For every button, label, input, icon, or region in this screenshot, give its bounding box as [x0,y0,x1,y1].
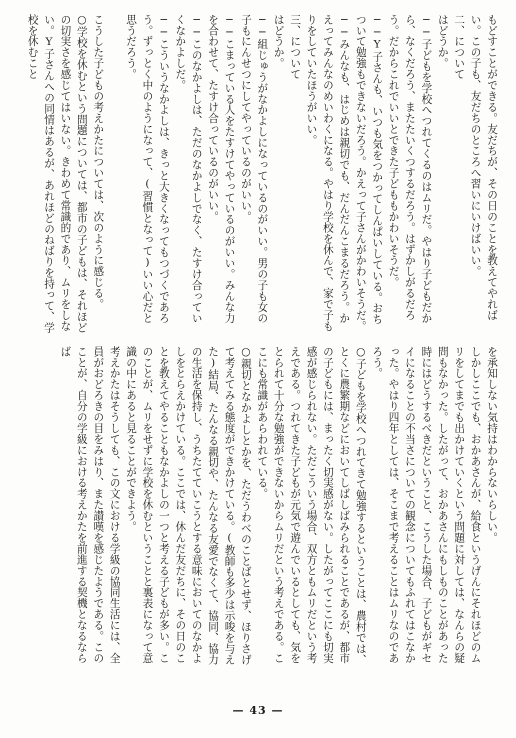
page-number: — 43 — [232,704,284,717]
upper-text-column: もどすことができる。友だちが、その日のことを教えてやればい。この子も、友だちのところへ習いにいけばいい。 二、について はどうか。 ──子どもを学校へつれてくるのはムリだ。やはり子どもだから、なくだろう、またたいくつするだろう。はずかしがるだろう。だからこれでいいとできた子どももかわいそうだ。 ──Y子さんも、いつも気をつかってしんぱいしている。おちついて勉強もできないだろう。かえって子さんがかわいそうだ。 ──みんなも、はじめは親切でも、だんだんこまるだろう。かえってみんなのめいわくになる。やはり学校を休んで、家で子もりをしていたほうがいい。 三、について はどうか。 ──組じゅうがなかよしになっているのがいい。男の子も女の子もにんせつにしてやっているのがいい。 ──こまっている人をたすけてやっているのがいい。みんな力を合わせて、たすけ合っているのがいい。 ──このなかよしは、ただのなかよしでなく、たすけ合っていくなかよしだ。 ──こういうなかよしは、きっと大きくなってもつづくであろう。ずっとく中のようになって、(習慣となって)いい心だと思うだろう。 こうした子どもの考えかたについては、次のように感じる。 ○学校を休むという問題については、都市の子どもは、それほどの切実さを感じてはいない。きわめて常識的であり、ムリをしない。Y子さんへの同情はあるが、あれほどのねばりを持って、学校を休むこと [26,14,498,333]
lower-text-column: を承知しない気持はわからないらしい。 しかしここでも、おかあさんが、給食というげんにそれほどのムリをしてまでも出かけていくという問題に対しては、なんらの疑問もなかった。したがって、おかあさんにもしものことがあった時にはどうするべきだということ、こうした場合、子どもがギセイになることの不当さについての観念についてもふれてはこなかった。やはり四年としては、そこまで考えることはムリなのであろう。 ○子どもを学校へつれてきて勉強するということは、農村では、とくに農繁期などにおいてしばしばみられることであるが、都市の子どもには、まったく切実感がない。したがってここにも切実感が感じられない。ただこういう場合、双方ともムリだという考えである。つれてきた子どもが元気で遊んでいるとしても、気をとられて十分な勉強ができないからムリだという考えである。ここにも常識があらわれている。 ○親切となかよしとかを、ただうわべのことばとせず、ほりさげて考えてみる態度ができかけている。(教師も多少は示唆を与えた)結局、たんなる親切や、たんなる友愛でなくて、協同、協力の生活を保持し、うちたてていこうとする意味においてのなかよしをとらえかけている。ここでは、休んだ友だちに、その日のことを教えてやることもなかよしの一つと考える子どもが多い。このことが、ムリをせずに学校を休むということと裏表になって意識の中にあると見ることができよう。 考えかたはそうしても、この文における学級の協同生活には、全員がおどろきの目をみはり、また讃嘆を感じたようである。このことが、自分の学級における考えかたを前進する契機となるならば [59,346,498,665]
